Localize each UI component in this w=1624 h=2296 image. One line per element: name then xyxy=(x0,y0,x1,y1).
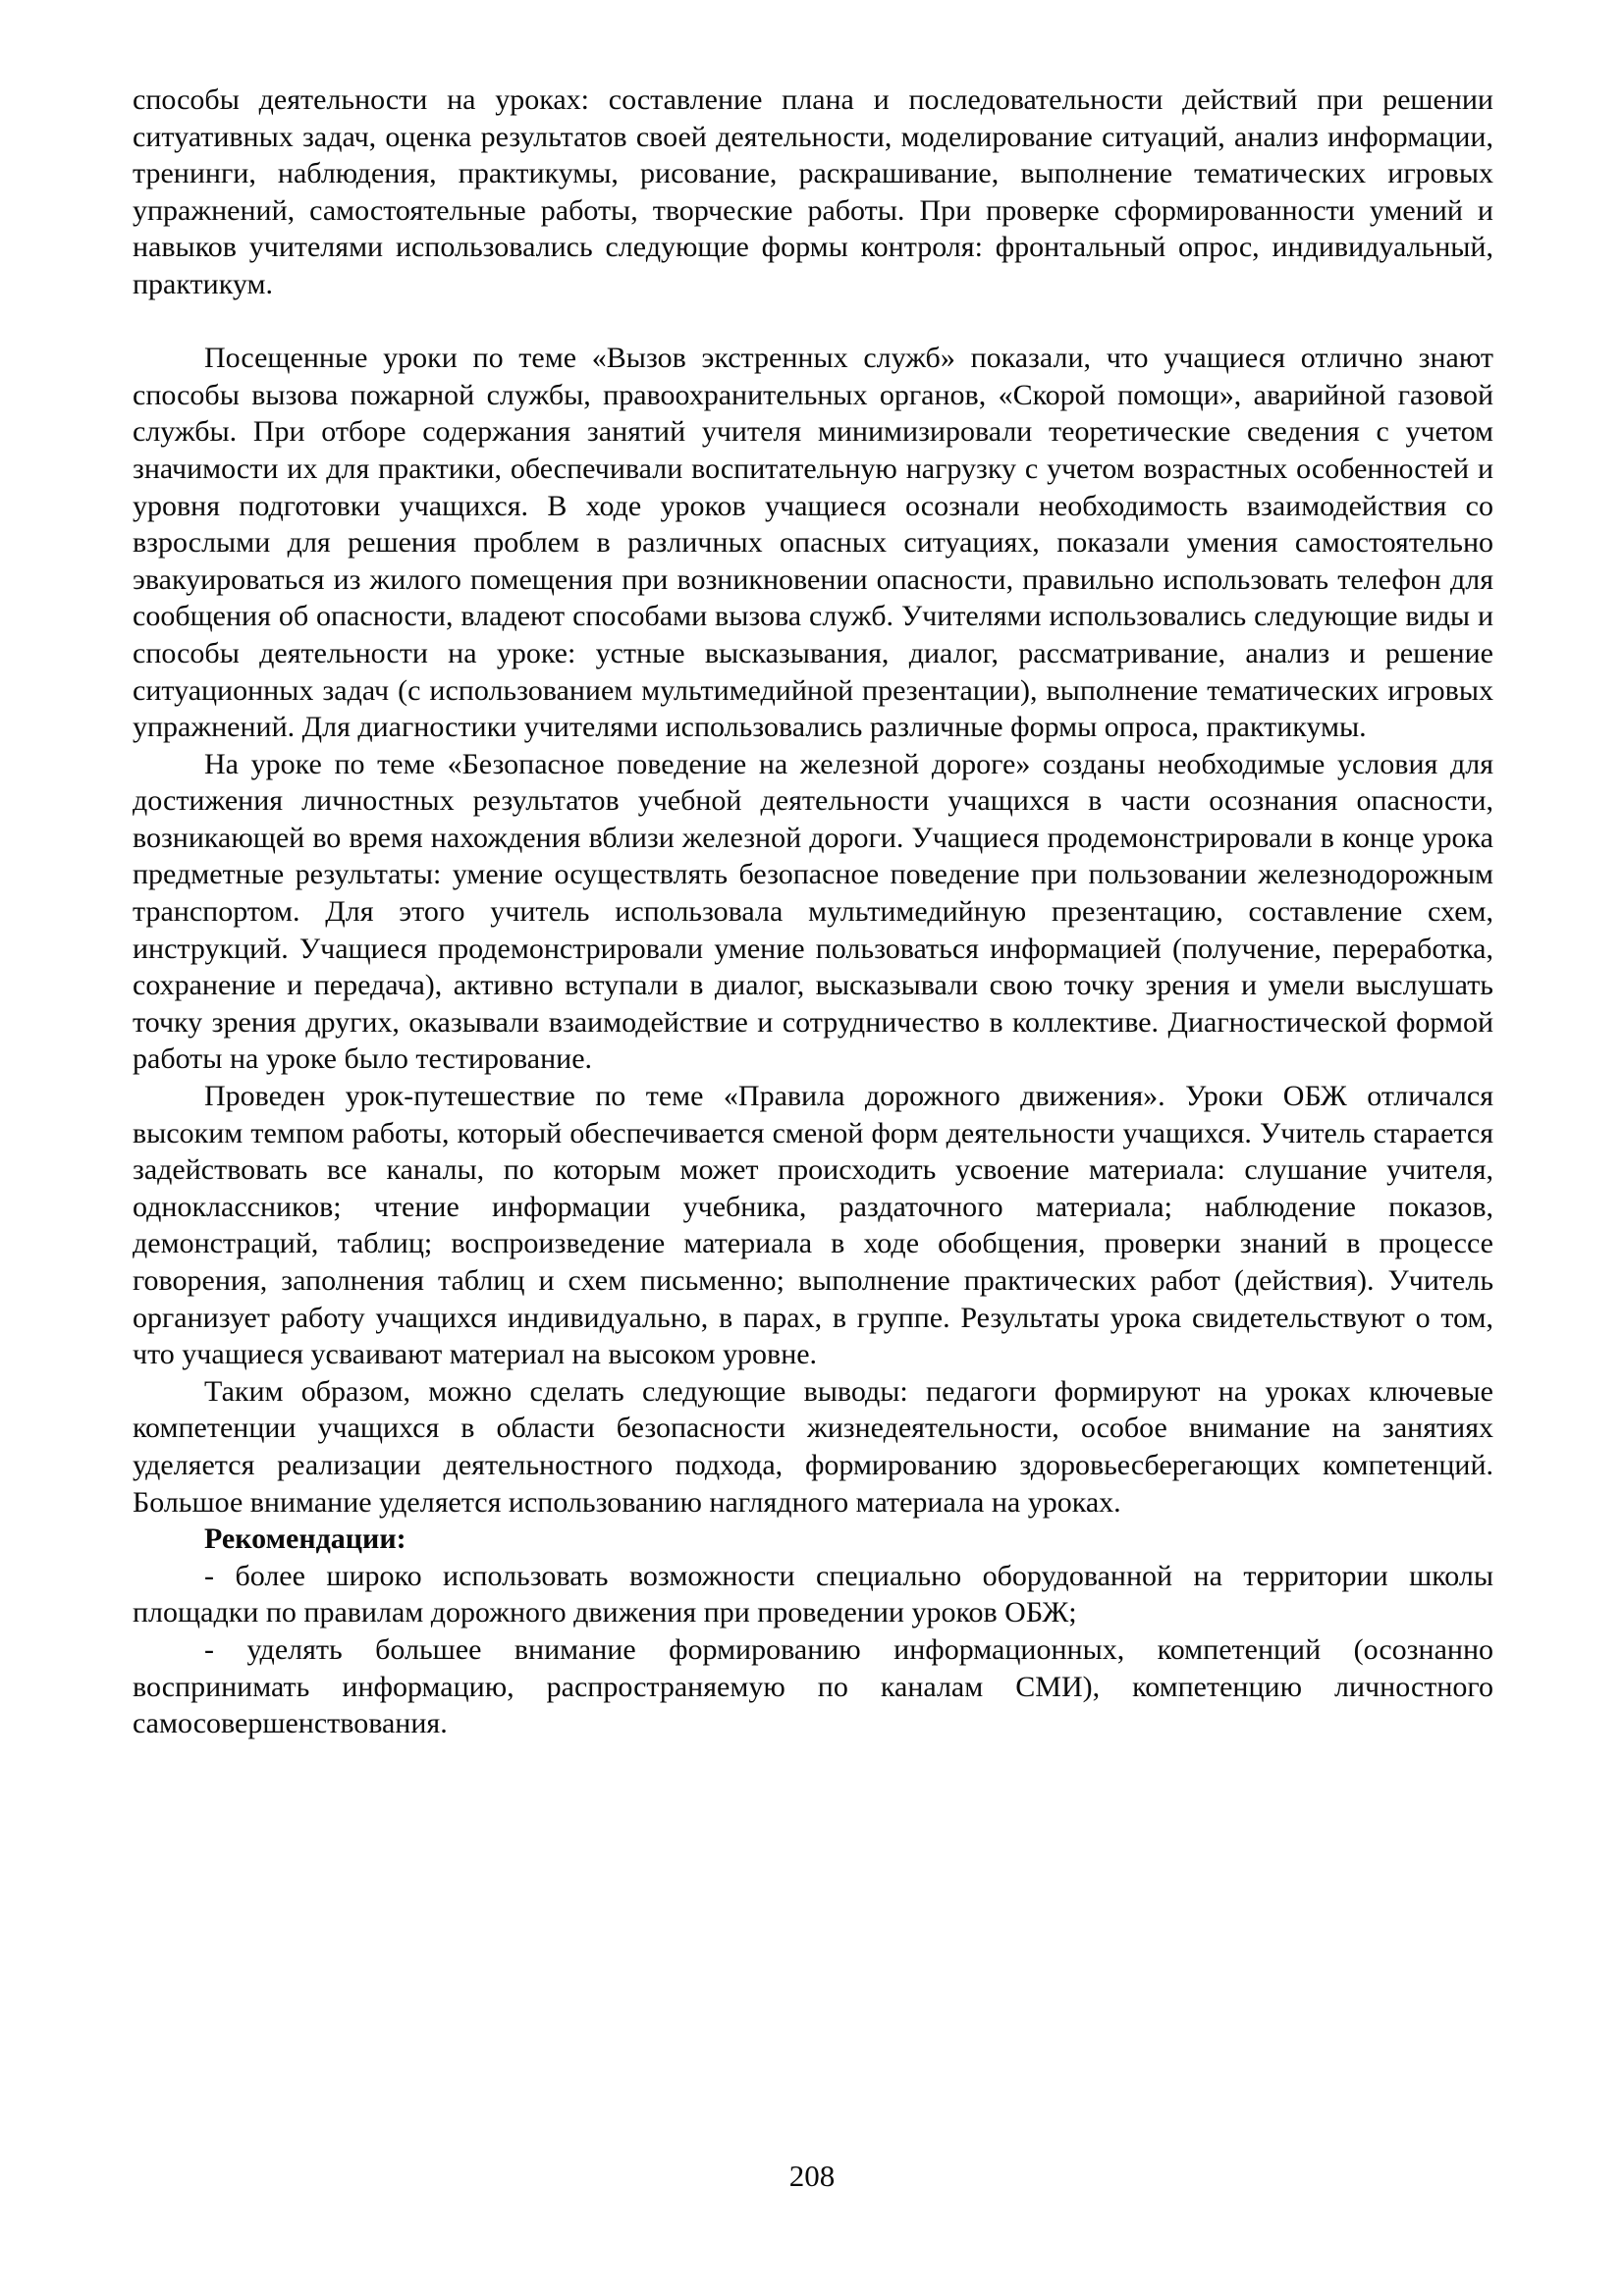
paragraph-lesson-activities: способы деятельности на уроках: составление плана и последовательности действий при решении ситуативных задач, оценка результатов своей деятельности, моделирование ситуаций, анализ информации, тренинги, наблюдения, практикумы, рисование, раскрашивание, выполнение тематических игровых упражнений, самостоятельные работы, творческие работы. При проверке сформированности умений и навыков учителями использовались следующие формы контроля: фронтальный опрос, индивидуальный, практикум. xyxy=(133,83,1493,300)
recommendations-heading: Рекомендации: xyxy=(204,1522,406,1556)
paragraph-railway-safety-lesson: На уроке по теме «Безопасное поведение на железной дороге» созданы необходимые условия для достижения личностных результатов учебной деятельности учащихся в части осознания опасности, возникающей во время нахождения вблизи железной дороги. Учащиеся продемонстрировали в конце урока предметные результаты: умение осуществлять безопасное поведение при пользовании железнодорожным транспортом. Для этого учитель использовала мультимедийную презентацию, составление схем, инструкций. Учащиеся продемонстрировали умение пользоваться информацией (получение, переработка, сохранение и передача), активно вступали в диалог, высказывали свою точку зрения и умели выслушать точку зрения других, оказывали взаимодействие и сотрудничество в коллективе. Диагностической формой работы на уроке было тестирование. xyxy=(133,747,1493,1076)
text-block xyxy=(133,81,1493,1742)
paragraph-conclusions: Таким образом, можно сделать следующие выводы: педагоги формируют на уроках ключевые компетенции учащихся в области безопасности жизнедеятельности, особое внимание на занятиях уделяется реализации деятельностного подхода, формированию здоровьесберегающих компетенций. Большое внимание уделяется использованию наглядного материала на уроках. xyxy=(133,1374,1493,1519)
paragraph-emergency-services-lessons: Посещенные уроки по теме «Вызов экстренных служб» показали, что учащиеся отлично знают способы вызова пожарной службы, правоохранительных органов, «Скорой помощи», аварийной газовой службы. При отборе содержания занятий учителя минимизировали теоретические сведения с учетом значимости их для практики, обеспечивали воспитательную нагрузку с учетом возрастных особенностей и уровня подготовки учащихся. В ходе уроков учащиеся осознали необходимость взаимодействия со взрослыми для решения проблем в различных опасных ситуациях, показали умения самостоятельно эвакуироваться из жилого помещения при возникновении опасности, правильно использовать телефон для сообщения об опасности, владеют способами вызова служб. Учителями использовались следующие виды и способы деятельности на уроке: устные высказывания, диалог, рассматривание, анализ и решение ситуационных задач (с использованием мультимедийной презентации), выполнение тематических игровых упражнений. Для диагностики учителями использовались различные формы опроса, практикумы. xyxy=(133,342,1493,744)
page-number: 208 xyxy=(788,2159,836,2193)
recommendation-item-1: - более широко использовать возможности специально оборудованной на территории школы площадки по правилам дорожного движения при проведении уроков ОБЖ; xyxy=(133,1559,1493,1629)
paragraph-traffic-rules-lesson: Проведен урок-путешествие по теме «Правила дорожного движения». Уроки ОБЖ отличался высоким темпом работы, который обеспечивается сменой форм деятельности учащихся. Учитель старается задействовать все каналы, по которым может происходить усвоение материала: слушание учителя, одноклассников; чтение информации учебника, раздаточного материала; наблюдение показов, демонстраций, таблиц; воспроизведение материала в ходе обобщения, проверки знаний в процессе говорения, заполнения таблиц и схем письменно; выполнение практических работ (действия). Учитель организует работу учащихся индивидуально, в парах, в группе. Результаты урока свидетельствуют о том, что учащиеся усваивают материал на высоком уровне. xyxy=(133,1080,1493,1371)
recommendation-item-2: - уделять большее внимание формированию информационных, компетенций (осознанно воспринимать информацию, распространяемую по каналам СМИ), компетенцию личностного самосовершенствования. xyxy=(133,1632,1493,1740)
